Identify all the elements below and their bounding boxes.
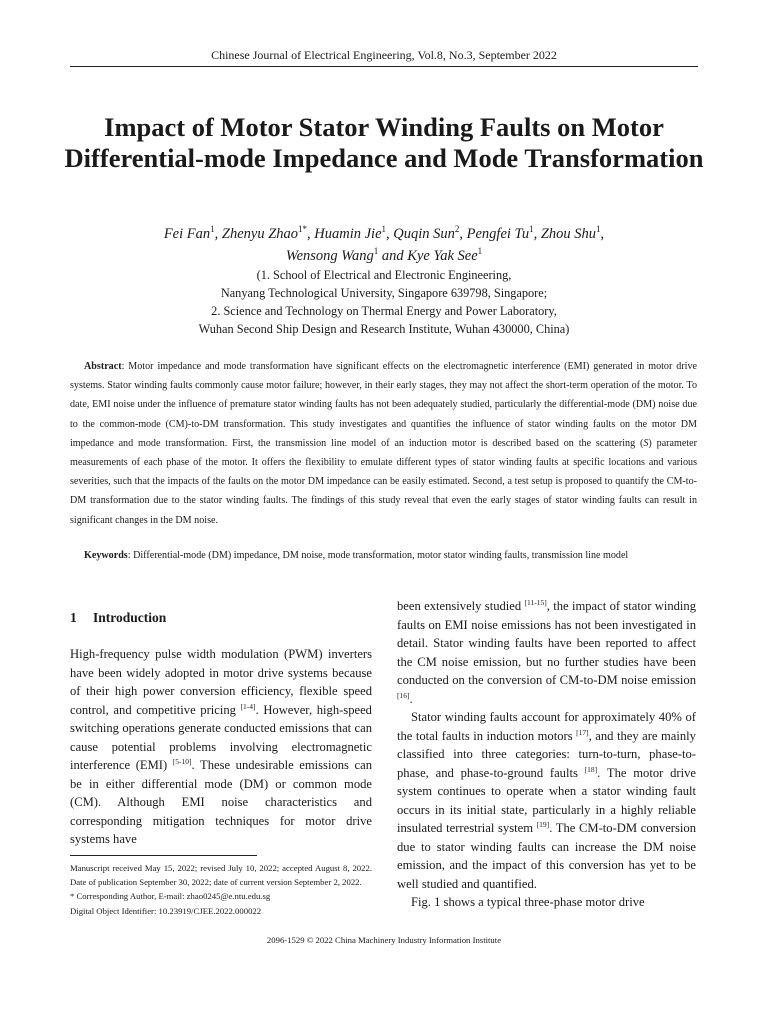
paragraph-text: , and they are mainly classified into three categories: turn-to-turn, phase-to-phase, and phase-to-ground faults bbox=[397, 728, 696, 780]
author-name: Kye Yak See bbox=[407, 247, 478, 264]
left-column bbox=[70, 609, 372, 849]
abstract-text: : Motor impedance and mode transformation have significant effects on the electromagnetic interference (EMI) generated in motor drive systems. Stator winding faults commonly cause motor failure; however, in their early stages, they may not affect the short-term operation of the motor. To date, EMI noise under the influence of premature stator winding faults has not been adequately studied, particularly the differential-mode (DM) noise due to the common-mode (CM)-to-DM transformation. This study investigates and quantifies the influence of stator winding faults on the motor DM impedance and mode transformation. First, the transmission line model of an induction motor is described based on the scattering ( bbox=[70, 361, 697, 449]
journal-header: Chinese Journal of Electrical Engineering, Vol.8, No.3, September 2022 bbox=[211, 48, 557, 62]
abstract-label: Abstract bbox=[84, 361, 122, 372]
paper-title: Impact of Motor Stator Winding Faults on Motor Differential-mode Impedance and Mode Transformation bbox=[64, 112, 704, 173]
paragraph-text: been extensively studied bbox=[397, 599, 525, 613]
footnote-manuscript: Manuscript received May 15, 2022; revised July 10, 2022; accepted August 8, 2022. Date of publication September 30, 2022; date of current version September 2, 2022. bbox=[70, 863, 372, 888]
author-separator: , bbox=[214, 226, 222, 242]
author-separator: , bbox=[386, 226, 394, 242]
author-affiliation-mark: 1 bbox=[529, 224, 534, 235]
affiliation-line: Nanyang Technological University, Singapore 639798, Singapore; bbox=[220, 286, 548, 300]
affiliation-line: 2. Science and Technology on Thermal Energy and Power Laboratory, bbox=[211, 304, 557, 318]
author-affiliation-mark: 1 bbox=[373, 245, 379, 256]
paragraph-text: . The motor drive system continues to operate when a stator winding fault occurs in its initial state, particularly in a highly reliable insulated terrestrial system bbox=[397, 765, 696, 835]
paragraph-text: Fig. 1 shows a typical three-phase motor drive bbox=[411, 895, 645, 909]
footnote-corresponding-author: * Corresponding Author, E-mail: zhao0245@e.ntu.edu.sg bbox=[70, 891, 271, 902]
keywords-label: Keywords bbox=[84, 550, 128, 561]
author-line-2 bbox=[70, 246, 698, 268]
abstract-s-symbol: S bbox=[643, 437, 649, 449]
paragraph-text: Stator winding faults account for approximately 40% of the total faults in induction motors bbox=[397, 710, 696, 743]
section-number: 1 bbox=[70, 610, 77, 625]
intro-paragraph-3 bbox=[397, 893, 696, 912]
author-name: Fei Fan bbox=[163, 226, 211, 242]
author-name: Zhou Shu bbox=[540, 226, 597, 242]
citation: [1-4] bbox=[240, 701, 256, 711]
author-separator: , bbox=[307, 226, 315, 242]
author-separator: , bbox=[533, 226, 541, 242]
author-affiliation-mark: 1 bbox=[381, 224, 387, 235]
author-affiliation-mark: 2 bbox=[454, 224, 460, 235]
abstract-text-cont: ) parameter measurements of each phase of the motor. It offers the flexibility to emulate different types of stator winding faults at specific locations and various severities, such that the impacts of the faults on the motor DM impedance can be easily estimated. Second, a test setup is proposed to quantify the CM-to-DM transformation due to the stator winding faults. The findings of this study reveal that even the early stages of stator winding faults can result in significant changes in the DM noise. bbox=[70, 437, 697, 526]
affiliations bbox=[70, 266, 698, 338]
section-title: Introduction bbox=[93, 610, 167, 625]
author-separator: and bbox=[378, 247, 408, 264]
author-affiliation-mark: 1 bbox=[477, 245, 483, 256]
author-affiliation-mark: 1 bbox=[596, 224, 601, 235]
author-name: Pengfei Tu bbox=[466, 226, 530, 242]
citation: [18] bbox=[584, 764, 598, 774]
citation: [5-10] bbox=[172, 756, 192, 766]
footnote-doi: Digital Object Identifier: 10.23919/CJEE.2022.000022 bbox=[70, 905, 262, 916]
paragraph-text: . However, high-speed switching operations generate conducted emissions that can cause potential problems involving electromagnetic interference (EMI) bbox=[70, 702, 372, 772]
right-column bbox=[397, 597, 696, 912]
author-separator: , bbox=[600, 226, 605, 242]
paragraph-text: . These undesirable emissions can be in either differential mode (DM) or common mode (CM). Although EMI noise characteristics and corresponding mitigation techniques for motor drive systems have bbox=[70, 758, 372, 846]
paragraph-text: High-frequency pulse width modulation (PWM) inverters have been widely adopted in motor drive systems because of their high power conversion efficiency, flexible speed control, and competitive pricing bbox=[70, 647, 372, 717]
section-heading bbox=[70, 609, 372, 645]
affiliation-line: (1. School of Electrical and Electronic Engineering, bbox=[256, 268, 512, 282]
keywords-text: : Differential-mode (DM) impedance, DM noise, mode transformation, motor stator winding faults, transmission line model bbox=[127, 550, 629, 561]
paragraph-text: . The CM-to-DM conversion due to stator winding faults can increase the DM noise emission, and the impact of this conversion has yet to be well studied and quantified. bbox=[397, 821, 696, 891]
paragraph-text: . bbox=[409, 691, 413, 706]
header-rule bbox=[70, 66, 698, 67]
author-line-1 bbox=[70, 224, 698, 246]
author-name: Zhenyu Zhao bbox=[221, 226, 299, 242]
author-affiliation-mark: 1* bbox=[298, 224, 308, 235]
citation: [11-15] bbox=[524, 597, 547, 607]
citation: [17] bbox=[576, 727, 589, 737]
author-name: Wensong Wang bbox=[285, 247, 374, 264]
abstract bbox=[70, 357, 697, 530]
paragraph-text: , the impact of stator winding faults on EMI noise emissions has not been investigated in detail. Stator winding faults have been reported to affect the CM noise emission, but no further studies have been conducted on the conversion of CM-to-DM noise emission bbox=[397, 599, 697, 687]
citation: [19] bbox=[536, 819, 550, 829]
footnote-rule bbox=[70, 855, 257, 856]
author-list bbox=[70, 224, 698, 267]
intro-paragraph-1 bbox=[70, 645, 372, 849]
keywords bbox=[70, 546, 697, 565]
copyright-line: 2096-1529 © 2022 China Machinery Industry Information Institute bbox=[266, 935, 502, 945]
footnotes bbox=[70, 861, 372, 918]
author-affiliation-mark: 1 bbox=[210, 224, 215, 235]
affiliation-line: Wuhan Second Ship Design and Research Institute, Wuhan 430000, China) bbox=[198, 322, 570, 336]
author-name: Quqin Sun bbox=[393, 226, 455, 242]
intro-paragraph-2 bbox=[397, 708, 696, 893]
author-separator: , bbox=[459, 226, 467, 242]
author-name: Huamin Jie bbox=[314, 226, 382, 242]
citation: [16] bbox=[397, 690, 410, 700]
intro-paragraph-1-cont bbox=[397, 597, 696, 708]
